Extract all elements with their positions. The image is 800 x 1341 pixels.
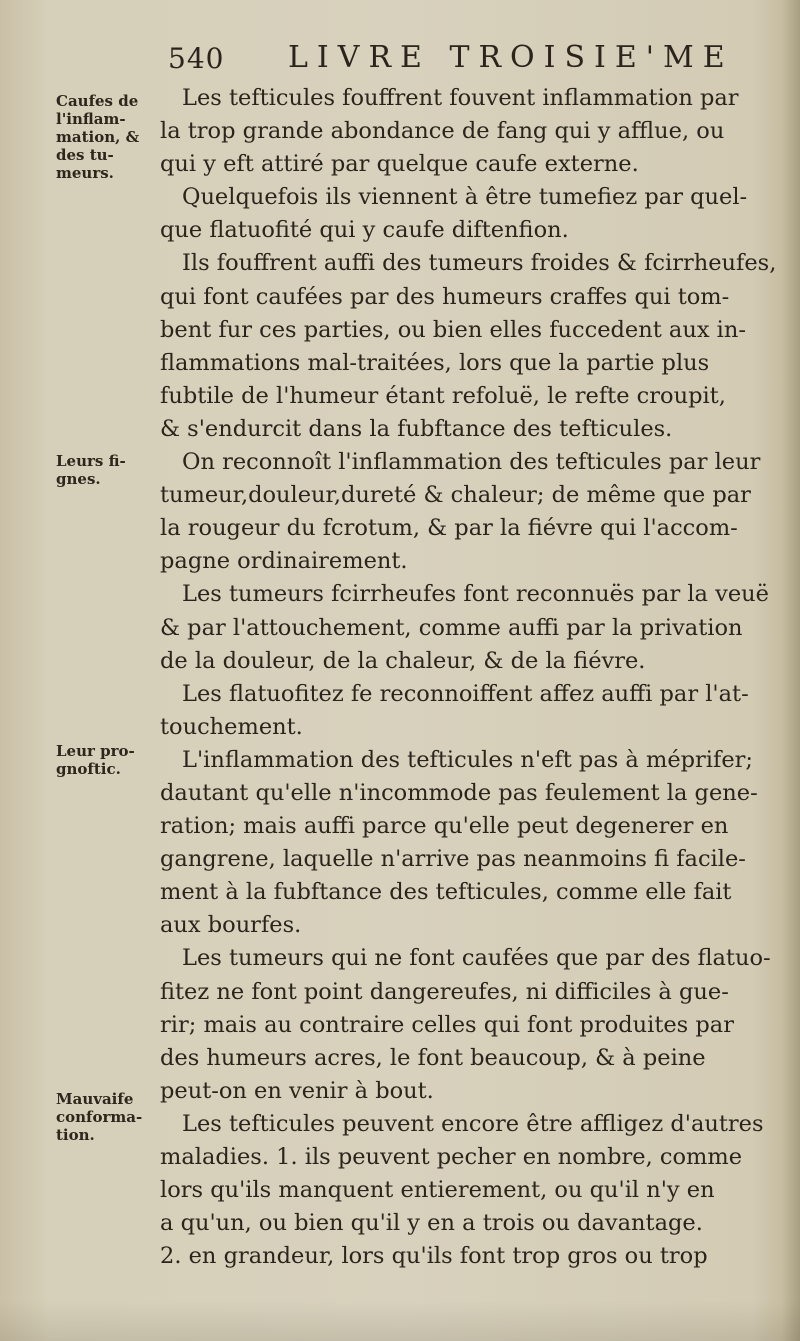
page-edge-shadow bbox=[782, 0, 800, 1341]
text-line: & s'endurcit dans la fubftance des tefticules. bbox=[160, 415, 673, 442]
text-line: aux bourfes. bbox=[160, 912, 302, 939]
text-line: tumeur,douleur,dureté & chaleur; de même que par bbox=[160, 482, 751, 509]
text-line: qui font caufées par des humeurs craffes qui tom- bbox=[160, 283, 730, 310]
paragraph bbox=[160, 578, 769, 677]
text-line: ment à la fubftance des tefticules, comme elle fait bbox=[160, 879, 732, 906]
margin-note-causes: Caufes de l'inflam-mation, & des tu-meurs. bbox=[56, 92, 140, 182]
text-line: fitez ne font point dangereufes, ni difficiles à gue- bbox=[160, 978, 729, 1005]
text-line: que flatuofité qui y caufe diftenfion. bbox=[160, 217, 569, 244]
paragraph bbox=[160, 446, 760, 578]
margin-note-signs: Leurs fi-gnes. bbox=[56, 452, 126, 488]
text-line: Les tumeurs qui ne font caufées que par des flatuo- bbox=[182, 945, 771, 972]
text-line: dautant qu'elle n'incommode pas feulement la gene- bbox=[160, 779, 758, 806]
paragraph bbox=[160, 247, 777, 446]
paragraph bbox=[160, 181, 760, 247]
text-line: peut-on en venir à bout. bbox=[160, 1077, 434, 1104]
text-line: Les tefticules fouffrent fouvent inflammation par bbox=[182, 85, 739, 111]
text-line: gangrene, laquelle n'arrive pas neanmoins fi facile- bbox=[160, 846, 746, 873]
margin-note-malformation: Mauvaife conforma-tion. bbox=[56, 1090, 143, 1144]
text-line: Quelquefois ils viennent à être tumefiez par quel- bbox=[182, 184, 748, 211]
paragraph bbox=[160, 82, 760, 181]
text-line: lors qu'ils manquent entierement, ou qu'il n'y en bbox=[160, 1177, 715, 1204]
paragraph bbox=[160, 1108, 764, 1273]
text-line: ration; mais auffi parce qu'elle peut degenerer en bbox=[160, 813, 729, 840]
text-line: Les tefticules peuvent encore être affligez d'autres bbox=[182, 1110, 764, 1137]
text-line: & par l'attouchement, comme auffi par la privation bbox=[160, 614, 743, 641]
text-line: 2. en grandeur, lors qu'ils font trop gros ou trop bbox=[160, 1243, 708, 1270]
paragraph bbox=[160, 942, 771, 1107]
text-line: maladies. 1. ils peuvent pecher en nombre, comme bbox=[160, 1144, 743, 1170]
text-line: On reconnoît l'inflammation des tefticules par leur bbox=[182, 449, 761, 476]
text-line: L'inflammation des tefticules n'eft pas à méprifer; bbox=[182, 746, 753, 773]
text-line: fubtile de l'humeur étant refoluë, le refte croupit, bbox=[160, 382, 726, 409]
text-line: Les flatuofitez fe reconnoiffent affez auffi par l'at- bbox=[182, 680, 749, 707]
page-number: 540 bbox=[168, 42, 225, 75]
paragraph bbox=[160, 744, 760, 943]
text-line: la rougeur du fcrotum, & par la fiévre qui l'accom- bbox=[160, 515, 738, 542]
body-text bbox=[160, 82, 777, 1273]
text-line: a qu'un, ou bien qu'il y en a trois ou davantage. bbox=[160, 1210, 703, 1237]
text-line: flammations mal-traitées, lors que la partie plus bbox=[160, 349, 710, 376]
text-line: des humeurs acres, le font beaucoup, & à peine bbox=[160, 1044, 706, 1071]
page-bottom-shadow bbox=[0, 1301, 800, 1341]
text-line: de la douleur, de la chaleur, & de la fiévre. bbox=[160, 647, 646, 674]
text-line: qui y eft attiré par quelque caufe externe. bbox=[160, 151, 639, 178]
paragraph bbox=[160, 678, 760, 744]
text-line: rir; mais au contraire celles qui font produites par bbox=[160, 1011, 734, 1038]
margin-note-prognosis: Leur pro-gnoftic. bbox=[56, 742, 135, 778]
running-title: LIVRE TROISIE'ME bbox=[288, 40, 734, 75]
text-line: Ils fouffrent auffi des tumeurs froides & fcirrheufes, bbox=[182, 250, 777, 277]
text-line: touchement. bbox=[160, 713, 303, 740]
text-line: bent fur ces parties, ou bien elles fuccedent aux in- bbox=[160, 316, 746, 343]
text-line: Les tumeurs fcirrheufes font reconnuës par la veuë bbox=[182, 581, 769, 608]
text-line: pagne ordinairement. bbox=[160, 548, 408, 575]
text-line: la trop grande abondance de fang qui y afflue, ou bbox=[160, 118, 725, 145]
